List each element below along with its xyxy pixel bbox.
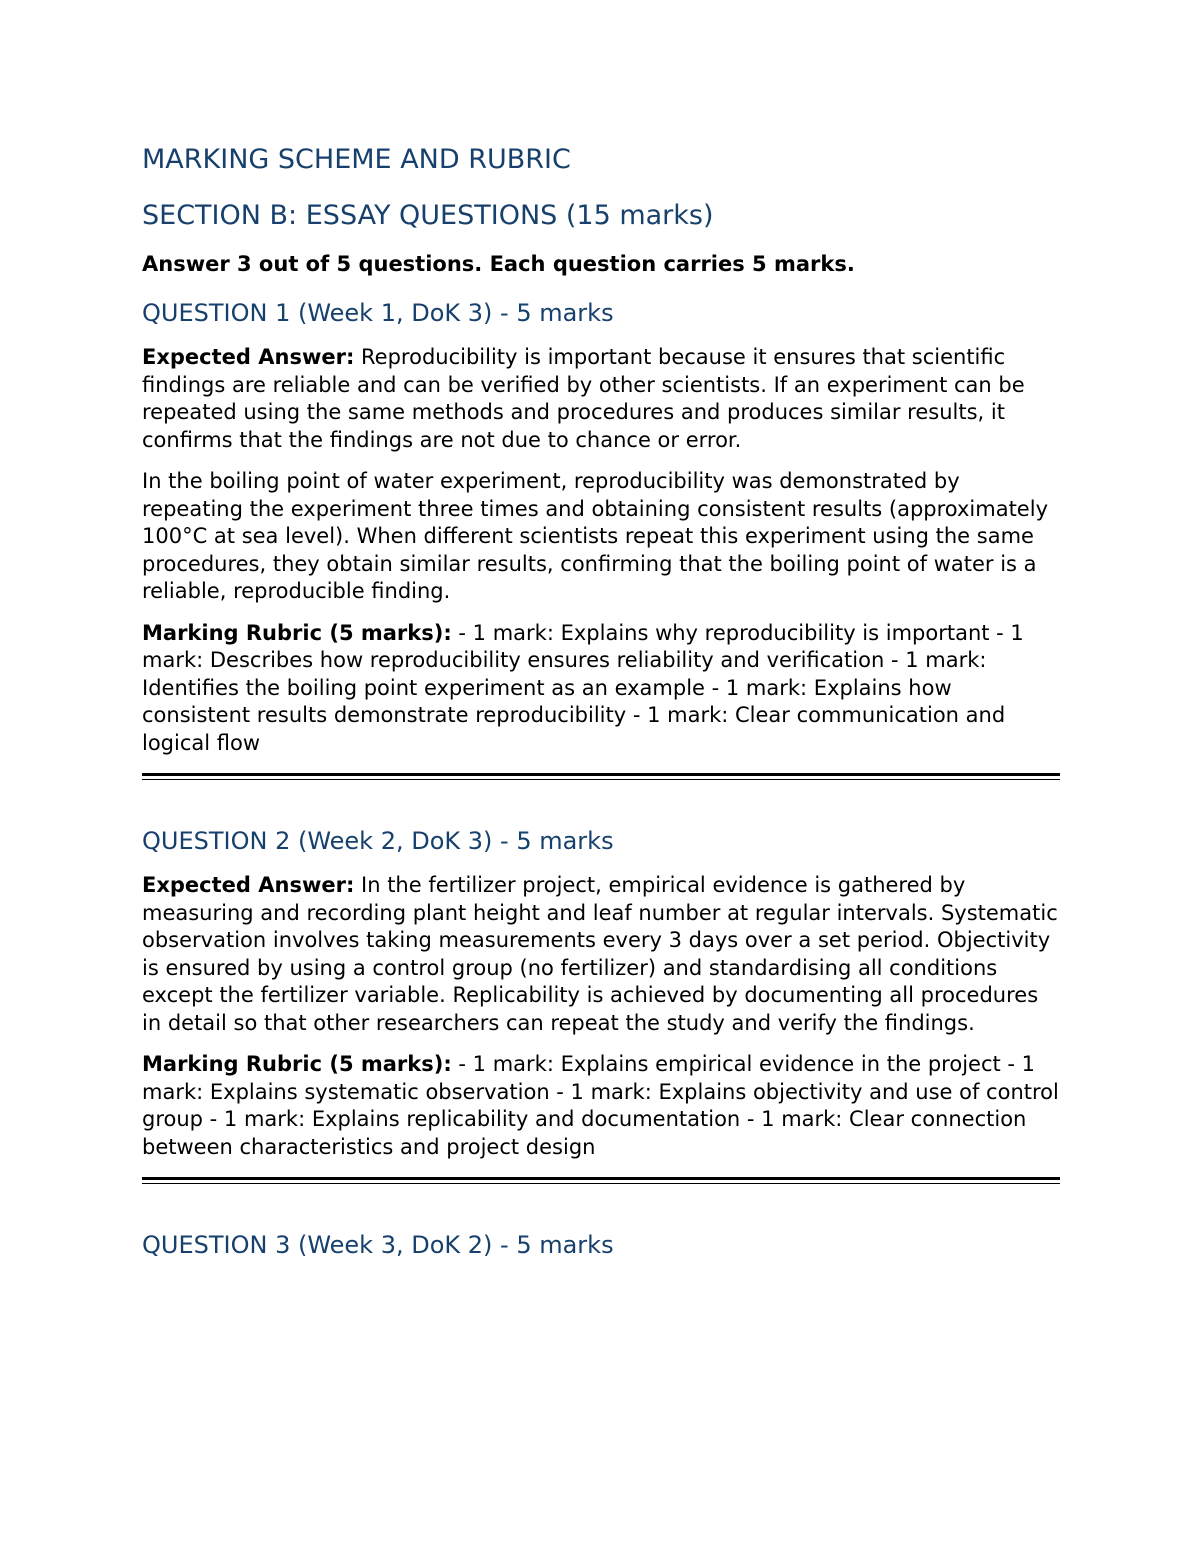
section-title: SECTION B: ESSAY QUESTIONS (15 marks) [142, 200, 714, 231]
instructions: Answer 3 out of 5 questions. Each question carries 5 marks. [142, 252, 855, 276]
expected-answer-text: In the fertilizer project, empirical evidence is gathered by measuring and recording plant height and leaf number at regular intervals. Systematic observation involves taking measurements every 3 days over a set period. Objectivity is ensured by using a control group (no fertilizer) and standardising all conditions except the fertilizer variable. Replicability is achieved by documenting all procedures in detail so that other researchers can repeat the study and verify the findings. [142, 873, 1058, 1035]
question-2-rubric [142, 1051, 1060, 1161]
question-2-expected-answer [142, 872, 1060, 1037]
question-3-heading: QUESTION 3 (Week 3, DoK 2) - 5 marks [142, 1231, 614, 1259]
question-1-rubric [142, 620, 1060, 758]
section-divider [142, 773, 1060, 780]
expected-answer-label: Expected Answer: [142, 873, 355, 897]
question-1-expected-answer [142, 344, 1060, 454]
rubric-label: Marking Rubric (5 marks): [142, 1052, 452, 1076]
document-page [142, 140, 1060, 1262]
question-2-heading: QUESTION 2 (Week 2, DoK 3) - 5 marks [142, 827, 614, 855]
rubric-text: - 1 mark: Explains why reproducibility is important - 1 mark: Describes how reproducibility ensures reliability and verification - 1 mark: Identifies the boiling point experiment as an example - 1 mark: Explains how consistent results demonstrate reproducibility - 1 mark: Clear communication and logical flow [142, 620, 1024, 755]
rubric-label: Marking Rubric (5 marks): [142, 620, 452, 645]
section-divider [142, 1177, 1060, 1184]
expected-answer-label: Expected Answer: [142, 345, 355, 369]
question-1-extra-paragraph: In the boiling point of water experiment, reproducibility was demonstrated by repeating the experiment three times and obtaining consistent results (approximately 100°C at sea level). When different scientists repeat this experiment using the same procedures, they obtain similar results, confirming that the boiling point of water is a reliable, reproducible finding. [142, 469, 1048, 603]
document-title: MARKING SCHEME AND RUBRIC [142, 144, 571, 175]
expected-answer-text: Reproducibility is important because it ensures that scientific findings are reliable and can be verified by other scientists. If an experiment can be repeated using the same methods and procedures and produces similar results, it confirms that the findings are not due to chance or error. [142, 345, 1025, 452]
question-1-heading: QUESTION 1 (Week 1, DoK 3) - 5 marks [142, 299, 614, 327]
rubric-text: - 1 mark: Explains empirical evidence in the project - 1 mark: Explains systematic observation - 1 mark: Explains objectivity and use of control group - 1 mark: Explains replicability and documentation - 1 mark: Clear connection between characteristics and project design [142, 1052, 1059, 1159]
